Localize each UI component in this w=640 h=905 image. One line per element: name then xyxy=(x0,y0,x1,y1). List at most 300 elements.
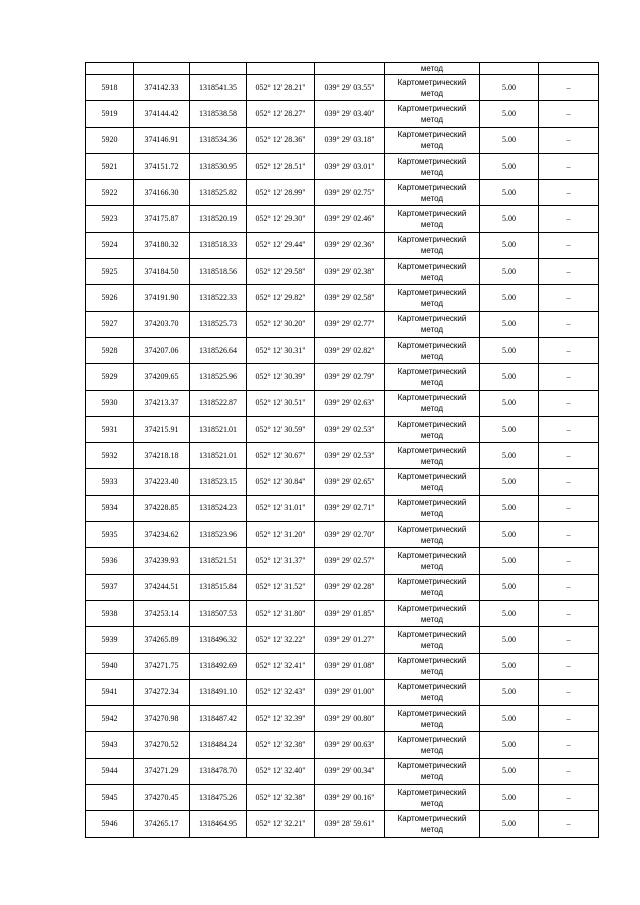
cell-lon: 039° 29' 02.79" xyxy=(315,364,385,390)
cell-lon: 039° 29' 03.01" xyxy=(315,153,385,179)
cell-lon: 039° 29' 02.46" xyxy=(315,206,385,232)
cell-num: 5924 xyxy=(86,232,134,258)
cell-y: 1318521.01 xyxy=(190,443,247,469)
cell-note: – xyxy=(539,311,599,337)
cell-y: 1318491.10 xyxy=(190,679,247,705)
method-text: Картометрический метод xyxy=(397,419,467,440)
cell-y: 1318524.23 xyxy=(190,495,247,521)
cell-num: 5933 xyxy=(86,469,134,495)
document-page xyxy=(85,62,598,838)
cell-note: – xyxy=(539,811,599,837)
cell-precision: 5.00 xyxy=(480,574,539,600)
cell-num: 5930 xyxy=(86,390,134,416)
cell-method xyxy=(385,469,480,495)
cell-num: 5927 xyxy=(86,311,134,337)
cell-note: – xyxy=(539,206,599,232)
method-text: Картометрический метод xyxy=(397,288,467,309)
cell-y: 1318520.19 xyxy=(190,206,247,232)
cell-lat: 052° 12' 32.43" xyxy=(247,679,315,705)
method-text: Картометрический метод xyxy=(397,472,467,493)
cell-x: 374144.42 xyxy=(134,101,190,127)
cell-x: 374215.91 xyxy=(134,416,190,442)
cell-lon: 039° 29' 00.63" xyxy=(315,732,385,758)
cell-num: 5925 xyxy=(86,259,134,285)
cell-num: 5940 xyxy=(86,653,134,679)
cell-lon: 039° 29' 02.57" xyxy=(315,548,385,574)
cell-x: 374228.85 xyxy=(134,495,190,521)
cell-method xyxy=(385,732,480,758)
cell-num: 5928 xyxy=(86,337,134,363)
cell-precision: 5.00 xyxy=(480,758,539,784)
cell-x: 374223.40 xyxy=(134,469,190,495)
table-row xyxy=(86,811,599,837)
cell-method xyxy=(385,706,480,732)
table-row xyxy=(86,364,599,390)
cell-lon: 039° 29' 00.16" xyxy=(315,785,385,811)
cell-precision: 5.00 xyxy=(480,364,539,390)
cell-method xyxy=(385,101,480,127)
cell-y: 1318478.70 xyxy=(190,758,247,784)
cell-lon: 039° 29' 01.08" xyxy=(315,653,385,679)
table-row xyxy=(86,706,599,732)
cell-y: 1318522.87 xyxy=(190,390,247,416)
cell-precision: 5.00 xyxy=(480,337,539,363)
cell-note: – xyxy=(539,443,599,469)
cell-note: – xyxy=(539,337,599,363)
table-row xyxy=(86,285,599,311)
cell-num: 5922 xyxy=(86,180,134,206)
cell-lat: 052° 12' 30.67" xyxy=(247,443,315,469)
cell-lon: 039° 29' 02.53" xyxy=(315,416,385,442)
method-text: Картометрический метод xyxy=(397,182,467,203)
method-text: Картометрический метод xyxy=(397,761,467,782)
cell-note: – xyxy=(539,706,599,732)
cell-x: 374272.34 xyxy=(134,679,190,705)
cell-lat: 052° 12' 32.39" xyxy=(247,706,315,732)
cell-lon: 039° 29' 01.00" xyxy=(315,679,385,705)
cell-y: 1318534.36 xyxy=(190,127,247,153)
cell-note: – xyxy=(539,416,599,442)
table-row xyxy=(86,206,599,232)
cell-lat: 052° 12' 32.38" xyxy=(247,785,315,811)
cell-y: 1318484.24 xyxy=(190,732,247,758)
cell-lat: 052° 12' 28.36" xyxy=(247,127,315,153)
cell-precision: 5.00 xyxy=(480,811,539,837)
cell-note: – xyxy=(539,232,599,258)
cell-lon xyxy=(315,63,385,75)
cell-x: 374184.50 xyxy=(134,259,190,285)
table-row xyxy=(86,180,599,206)
cell-lon: 039° 29' 03.40" xyxy=(315,101,385,127)
table-row xyxy=(86,758,599,784)
cell-note: – xyxy=(539,259,599,285)
cell-lat: 052° 12' 32.21" xyxy=(247,811,315,837)
cell-y xyxy=(190,63,247,75)
method-text: Картометрический метод xyxy=(397,393,467,414)
table-row xyxy=(86,390,599,416)
cell-note: – xyxy=(539,627,599,653)
cell-x: 374166.30 xyxy=(134,180,190,206)
table-row xyxy=(86,469,599,495)
method-text: Картометрический метод xyxy=(397,156,467,177)
cell-num: 5929 xyxy=(86,364,134,390)
method-text: Картометрический метод xyxy=(397,524,467,545)
cell-y: 1318541.35 xyxy=(190,75,247,101)
cell-num: 5921 xyxy=(86,153,134,179)
cell-y: 1318525.73 xyxy=(190,311,247,337)
cell-lat: 052° 12' 31.20" xyxy=(247,522,315,548)
cell-precision: 5.00 xyxy=(480,522,539,548)
table-row xyxy=(86,732,599,758)
cell-note: – xyxy=(539,574,599,600)
cell-note: – xyxy=(539,75,599,101)
cell-lat: 052° 12' 28.21" xyxy=(247,75,315,101)
cell-lon: 039° 29' 01.27" xyxy=(315,627,385,653)
table-row xyxy=(86,127,599,153)
table-row xyxy=(86,416,599,442)
table-row xyxy=(86,232,599,258)
cell-precision: 5.00 xyxy=(480,180,539,206)
cell-lat: 052° 12' 29.58" xyxy=(247,259,315,285)
cell-note: – xyxy=(539,127,599,153)
method-text: Картометрический метод xyxy=(397,787,467,808)
cell-lat: 052° 12' 29.30" xyxy=(247,206,315,232)
cell-num: 5931 xyxy=(86,416,134,442)
cell-lat: 052° 12' 30.39" xyxy=(247,364,315,390)
cell-lat: 052° 12' 31.37" xyxy=(247,548,315,574)
cell-y: 1318523.96 xyxy=(190,522,247,548)
cell-num: 5919 xyxy=(86,101,134,127)
cell-y: 1318475.26 xyxy=(190,785,247,811)
method-text: Картометрический метод xyxy=(397,340,467,361)
cell-precision: 5.00 xyxy=(480,75,539,101)
cell-lat: 052° 12' 28.27" xyxy=(247,101,315,127)
cell-lon: 039° 29' 02.63" xyxy=(315,390,385,416)
cell-lat: 052° 12' 28.51" xyxy=(247,153,315,179)
cell-y: 1318464.95 xyxy=(190,811,247,837)
cell-note: – xyxy=(539,285,599,311)
table-row xyxy=(86,785,599,811)
cell-method xyxy=(385,653,480,679)
cell-note: – xyxy=(539,758,599,784)
cell-x: 374203.70 xyxy=(134,311,190,337)
cell-x: 374209.65 xyxy=(134,364,190,390)
method-text: Картометрический метод xyxy=(397,103,467,124)
cell-num: 5943 xyxy=(86,732,134,758)
cell-method: метод xyxy=(385,63,480,75)
coordinates-table xyxy=(85,62,599,838)
method-text: Картометрический метод xyxy=(397,577,467,598)
cell-x: 374271.29 xyxy=(134,758,190,784)
table-row xyxy=(86,337,599,363)
method-text: Картометрический метод xyxy=(397,209,467,230)
cell-lon: 039° 28' 59.61" xyxy=(315,811,385,837)
cell-y: 1318487.42 xyxy=(190,706,247,732)
cell-note: – xyxy=(539,153,599,179)
cell-method xyxy=(385,232,480,258)
cell-precision: 5.00 xyxy=(480,206,539,232)
cell-num: 5938 xyxy=(86,600,134,626)
cell-precision: 5.00 xyxy=(480,259,539,285)
method-text: Картометрический метод xyxy=(397,656,467,677)
cell-x: 374151.72 xyxy=(134,153,190,179)
cell-x: 374270.45 xyxy=(134,785,190,811)
cell-method xyxy=(385,443,480,469)
method-text: Картометрический метод xyxy=(397,130,467,151)
cell-num: 5944 xyxy=(86,758,134,784)
cell-y: 1318492.69 xyxy=(190,653,247,679)
cell-note: – xyxy=(539,732,599,758)
cell-x: 374175.87 xyxy=(134,206,190,232)
cell-precision: 5.00 xyxy=(480,416,539,442)
cell-note: – xyxy=(539,679,599,705)
table-row xyxy=(86,75,599,101)
table-body xyxy=(86,63,599,838)
method-text: Картометрический метод xyxy=(397,735,467,756)
cell-note: – xyxy=(539,364,599,390)
cell-num: 5942 xyxy=(86,706,134,732)
cell-precision: 5.00 xyxy=(480,600,539,626)
cell-lon: 039° 29' 00.34" xyxy=(315,758,385,784)
cell-lat xyxy=(247,63,315,75)
cell-x: 374265.89 xyxy=(134,627,190,653)
method-text: Картометрический метод xyxy=(397,314,467,335)
cell-x: 374253.14 xyxy=(134,600,190,626)
cell-note: – xyxy=(539,390,599,416)
method-text: Картометрический метод xyxy=(397,603,467,624)
method-text: Картометрический метод xyxy=(397,708,467,729)
cell-y: 1318522.33 xyxy=(190,285,247,311)
method-text: Картометрический метод xyxy=(397,498,467,519)
cell-note: – xyxy=(539,469,599,495)
cell-x: 374271.75 xyxy=(134,653,190,679)
method-text: Картометрический метод xyxy=(397,682,467,703)
cell-x: 374265.17 xyxy=(134,811,190,837)
cell-y: 1318523.15 xyxy=(190,469,247,495)
cell-lat: 052° 12' 32.40" xyxy=(247,758,315,784)
cell-method xyxy=(385,600,480,626)
cell-note: – xyxy=(539,522,599,548)
table-row xyxy=(86,101,599,127)
cell-num: 5936 xyxy=(86,548,134,574)
cell-num: 5945 xyxy=(86,785,134,811)
cell-lon: 039° 29' 03.55" xyxy=(315,75,385,101)
cell-num: 5923 xyxy=(86,206,134,232)
cell-num: 5946 xyxy=(86,811,134,837)
cell-note xyxy=(539,63,599,75)
cell-note: – xyxy=(539,653,599,679)
cell-lat: 052° 12' 30.31" xyxy=(247,337,315,363)
cell-method xyxy=(385,627,480,653)
cell-lat: 052° 12' 29.44" xyxy=(247,232,315,258)
cell-y: 1318515.84 xyxy=(190,574,247,600)
cell-lon: 039° 29' 02.75" xyxy=(315,180,385,206)
cell-lon: 039° 29' 02.58" xyxy=(315,285,385,311)
method-text: Картометрический метод xyxy=(397,550,467,571)
cell-x: 374239.93 xyxy=(134,548,190,574)
cell-lat: 052° 12' 29.82" xyxy=(247,285,315,311)
cell-lat: 052° 12' 30.84" xyxy=(247,469,315,495)
cell-method xyxy=(385,127,480,153)
method-text: Картометрический метод xyxy=(397,813,467,834)
cell-method xyxy=(385,811,480,837)
cell-y: 1318518.56 xyxy=(190,259,247,285)
cell-lon: 039° 29' 02.36" xyxy=(315,232,385,258)
cell-num: 5941 xyxy=(86,679,134,705)
cell-num: 5934 xyxy=(86,495,134,521)
method-text: Картометрический метод xyxy=(397,445,467,466)
cell-precision: 5.00 xyxy=(480,311,539,337)
cell-lat: 052° 12' 28.99" xyxy=(247,180,315,206)
cell-method xyxy=(385,416,480,442)
cell-method xyxy=(385,285,480,311)
cell-x xyxy=(134,63,190,75)
table-row xyxy=(86,679,599,705)
cell-lat: 052° 12' 32.41" xyxy=(247,653,315,679)
cell-method xyxy=(385,337,480,363)
table-row xyxy=(86,522,599,548)
table-row xyxy=(86,600,599,626)
cell-lon: 039° 29' 02.38" xyxy=(315,259,385,285)
cell-method xyxy=(385,522,480,548)
table-row xyxy=(86,548,599,574)
cell-num: 5920 xyxy=(86,127,134,153)
cell-precision: 5.00 xyxy=(480,495,539,521)
cell-y: 1318530.95 xyxy=(190,153,247,179)
cell-lat: 052° 12' 32.22" xyxy=(247,627,315,653)
table-row xyxy=(86,311,599,337)
cell-lat: 052° 12' 32.38" xyxy=(247,732,315,758)
table-row xyxy=(86,574,599,600)
method-text: Картометрический метод xyxy=(397,261,467,282)
cell-precision: 5.00 xyxy=(480,732,539,758)
cell-precision: 5.00 xyxy=(480,653,539,679)
cell-precision: 5.00 xyxy=(480,469,539,495)
cell-x: 374191.90 xyxy=(134,285,190,311)
cell-num: 5926 xyxy=(86,285,134,311)
cell-x: 374218.18 xyxy=(134,443,190,469)
table-row xyxy=(86,153,599,179)
cell-x: 374180.32 xyxy=(134,232,190,258)
table-row xyxy=(86,259,599,285)
cell-precision: 5.00 xyxy=(480,127,539,153)
cell-precision: 5.00 xyxy=(480,627,539,653)
method-text: Картометрический метод xyxy=(397,77,467,98)
cell-note: – xyxy=(539,785,599,811)
cell-y: 1318496.32 xyxy=(190,627,247,653)
cell-method xyxy=(385,180,480,206)
cell-note: – xyxy=(539,180,599,206)
cell-x: 374244.51 xyxy=(134,574,190,600)
cell-precision: 5.00 xyxy=(480,232,539,258)
cell-note: – xyxy=(539,101,599,127)
cell-method xyxy=(385,390,480,416)
cell-method xyxy=(385,495,480,521)
cell-precision: 5.00 xyxy=(480,101,539,127)
cell-method xyxy=(385,364,480,390)
cell-num: 5939 xyxy=(86,627,134,653)
cell-method xyxy=(385,259,480,285)
cell-num: 5935 xyxy=(86,522,134,548)
cell-y: 1318521.01 xyxy=(190,416,247,442)
cell-precision: 5.00 xyxy=(480,390,539,416)
cell-precision: 5.00 xyxy=(480,679,539,705)
cell-lat: 052° 12' 31.52" xyxy=(247,574,315,600)
cell-y: 1318518.33 xyxy=(190,232,247,258)
cell-lon: 039° 29' 02.28" xyxy=(315,574,385,600)
cell-lon: 039° 29' 02.71" xyxy=(315,495,385,521)
cell-y: 1318525.82 xyxy=(190,180,247,206)
cell-y: 1318525.96 xyxy=(190,364,247,390)
table-row xyxy=(86,443,599,469)
cell-lat: 052° 12' 31.80" xyxy=(247,600,315,626)
cell-lon: 039° 29' 01.85" xyxy=(315,600,385,626)
cell-lon: 039° 29' 02.70" xyxy=(315,522,385,548)
cell-lat: 052° 12' 30.51" xyxy=(247,390,315,416)
cell-lon: 039° 29' 00.80" xyxy=(315,706,385,732)
cell-note: – xyxy=(539,548,599,574)
cell-method xyxy=(385,206,480,232)
cell-lon: 039° 29' 02.53" xyxy=(315,443,385,469)
cell-method xyxy=(385,75,480,101)
cell-method xyxy=(385,679,480,705)
cell-method xyxy=(385,574,480,600)
cell-lat: 052° 12' 30.59" xyxy=(247,416,315,442)
table-row xyxy=(86,653,599,679)
table-row-continuation xyxy=(86,63,599,75)
cell-lon: 039° 29' 03.18" xyxy=(315,127,385,153)
cell-lon: 039° 29' 02.65" xyxy=(315,469,385,495)
cell-lat: 052° 12' 31.01" xyxy=(247,495,315,521)
cell-x: 374207.06 xyxy=(134,337,190,363)
cell-precision: 5.00 xyxy=(480,548,539,574)
cell-num: 5918 xyxy=(86,75,134,101)
cell-method xyxy=(385,153,480,179)
cell-num xyxy=(86,63,134,75)
cell-precision: 5.00 xyxy=(480,285,539,311)
table-row xyxy=(86,495,599,521)
cell-x: 374142.33 xyxy=(134,75,190,101)
cell-precision: 5.00 xyxy=(480,785,539,811)
cell-y: 1318526.64 xyxy=(190,337,247,363)
cell-x: 374146.91 xyxy=(134,127,190,153)
cell-num: 5937 xyxy=(86,574,134,600)
cell-precision: 5.00 xyxy=(480,443,539,469)
cell-x: 374213.37 xyxy=(134,390,190,416)
method-text: Картометрический метод xyxy=(397,629,467,650)
cell-method xyxy=(385,758,480,784)
cell-method xyxy=(385,785,480,811)
cell-precision: 5.00 xyxy=(480,153,539,179)
cell-y: 1318538.58 xyxy=(190,101,247,127)
cell-lon: 039° 29' 02.77" xyxy=(315,311,385,337)
cell-y: 1318521.51 xyxy=(190,548,247,574)
cell-lon: 039° 29' 02.82" xyxy=(315,337,385,363)
cell-method xyxy=(385,548,480,574)
cell-note: – xyxy=(539,495,599,521)
cell-note: – xyxy=(539,600,599,626)
cell-x: 374234.62 xyxy=(134,522,190,548)
cell-precision xyxy=(480,63,539,75)
table-row xyxy=(86,627,599,653)
cell-y: 1318507.53 xyxy=(190,600,247,626)
method-text: Картометрический метод xyxy=(397,235,467,256)
cell-num: 5932 xyxy=(86,443,134,469)
cell-precision: 5.00 xyxy=(480,706,539,732)
cell-lat: 052° 12' 30.20" xyxy=(247,311,315,337)
method-text: Картометрический метод xyxy=(397,366,467,387)
cell-x: 374270.52 xyxy=(134,732,190,758)
